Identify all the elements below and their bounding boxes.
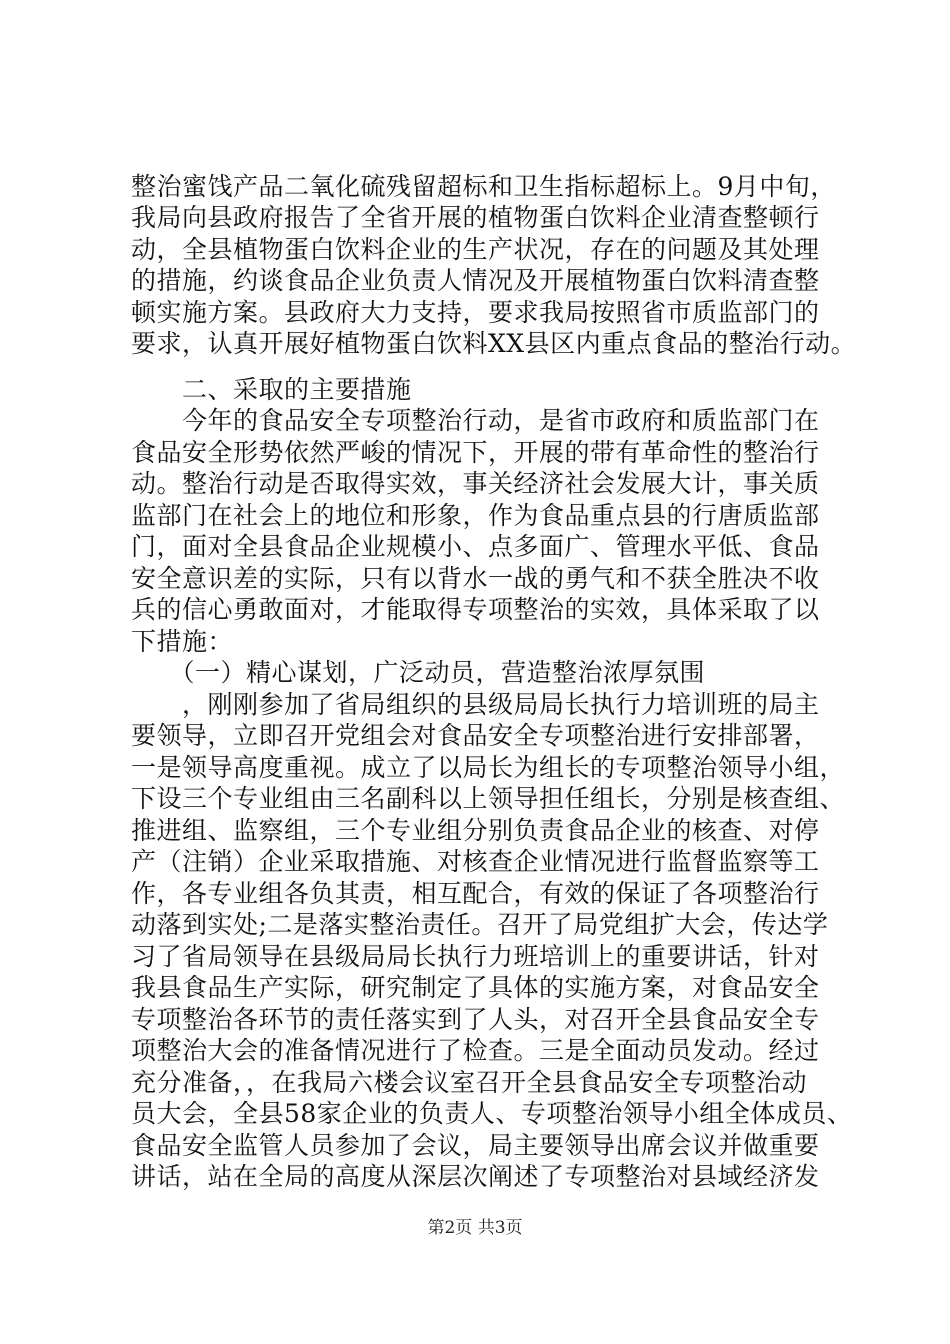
paragraph-line: 食品安全形势依然严峻的情况下，开展的带有革命性的整治行	[131, 438, 820, 467]
paragraph-line: 动。整治行动是否取得实效，事关经济社会发展大计，事关质	[131, 469, 820, 498]
paragraph-line: 动，全县植物蛋白饮料企业的生产状况，存在的问题及其处理	[131, 235, 820, 264]
paragraph-line: 习了省局领导在县级局局长执行力班培训上的重要讲话，针对	[131, 942, 820, 971]
paragraph-line: ，刚刚参加了省局组织的县级局局长执行力培训班的局主	[131, 690, 820, 719]
paragraph-line: 员大会，全县58家企业的负责人、专项整治领导小组全体成员、	[131, 1099, 853, 1128]
paragraph-line: 顿实施方案。县政府大力支持，要求我局按照省市质监部门的	[131, 298, 820, 327]
paragraph-line: 食品安全监管人员参加了会议，局主要领导出席会议并做重要	[131, 1131, 820, 1160]
paragraph-line: 我局向县政府报告了全省开展的植物蛋白饮料企业清查整顿行	[131, 203, 820, 232]
paragraph-line: 整治蜜饯产品二氧化硫残留超标和卫生指标超标上。9月中旬，	[131, 172, 836, 201]
paragraph-line: 门，面对全县食品企业规模小、点多面广、管理水平低、食品	[131, 532, 820, 561]
paragraph-line: 的措施，约谈食品企业负责人情况及开展植物蛋白饮料清查整	[131, 266, 820, 295]
paragraph-line: 我县食品生产实际，研究制定了具体的实施方案，对食品安全	[131, 973, 820, 1002]
paragraph-line: 一是领导高度重视。成立了以局长为组长的专项整治领导小组，	[131, 753, 846, 782]
paragraph-line: 要领导，立即召开党组会对食品安全专项整治进行安排部署，	[131, 721, 820, 750]
subsection-heading: （一）精心谋划，广泛动员，营造整治浓厚氛围	[131, 658, 706, 687]
paragraph-line: 推进组、监察组，三个专业组分别负责食品企业的核查、对停	[131, 816, 820, 845]
paragraph-line: 产（注销）企业采取措施、对核查企业情况进行监督监察等工	[131, 847, 820, 876]
paragraph-line: 兵的信心勇敢面对，才能取得专项整治的实效，具体采取了以	[131, 595, 820, 624]
paragraph-line: 动落到实处;二是落实整治责任。召开了局党组扩大会，传达学	[131, 910, 829, 939]
paragraph-line: 专项整治各环节的责任落实到了人头，对召开全县食品安全专	[131, 1005, 820, 1034]
paragraph-line: 安全意识差的实际，只有以背水一战的勇气和不获全胜决不收	[131, 564, 820, 593]
paragraph-line: 监部门在社会上的地位和形象，作为食品重点县的行唐质监部	[131, 501, 820, 530]
paragraph-line: 要求，认真开展好植物蛋白饮料XX县区内重点食品的整治行动。	[131, 329, 857, 358]
paragraph-line: 项整治大会的准备情况进行了检查。三是全面动员发动。经过	[131, 1036, 820, 1065]
paragraph-line: 下设三个专业组由三名副科以上领导担任组长，分别是核查组、	[131, 784, 846, 813]
paragraph-line: 下措施：	[131, 627, 234, 656]
paragraph-line: 作，各专业组各负其责，相互配合，有效的保证了各项整治行	[131, 879, 820, 908]
section-heading: 二、采取的主要措施	[131, 375, 412, 404]
paragraph-line: 充分准备，，在我局六楼会议室召开全县食品安全专项整治动	[131, 1068, 808, 1097]
page-footer: 第2页 共3页	[427, 1218, 523, 1238]
paragraph-line: 今年的食品安全专项整治行动，是省市政府和质监部门在	[131, 406, 820, 435]
paragraph-line: 讲话，站在全局的高度从深层次阐述了专项整治对县域经济发	[131, 1162, 820, 1191]
